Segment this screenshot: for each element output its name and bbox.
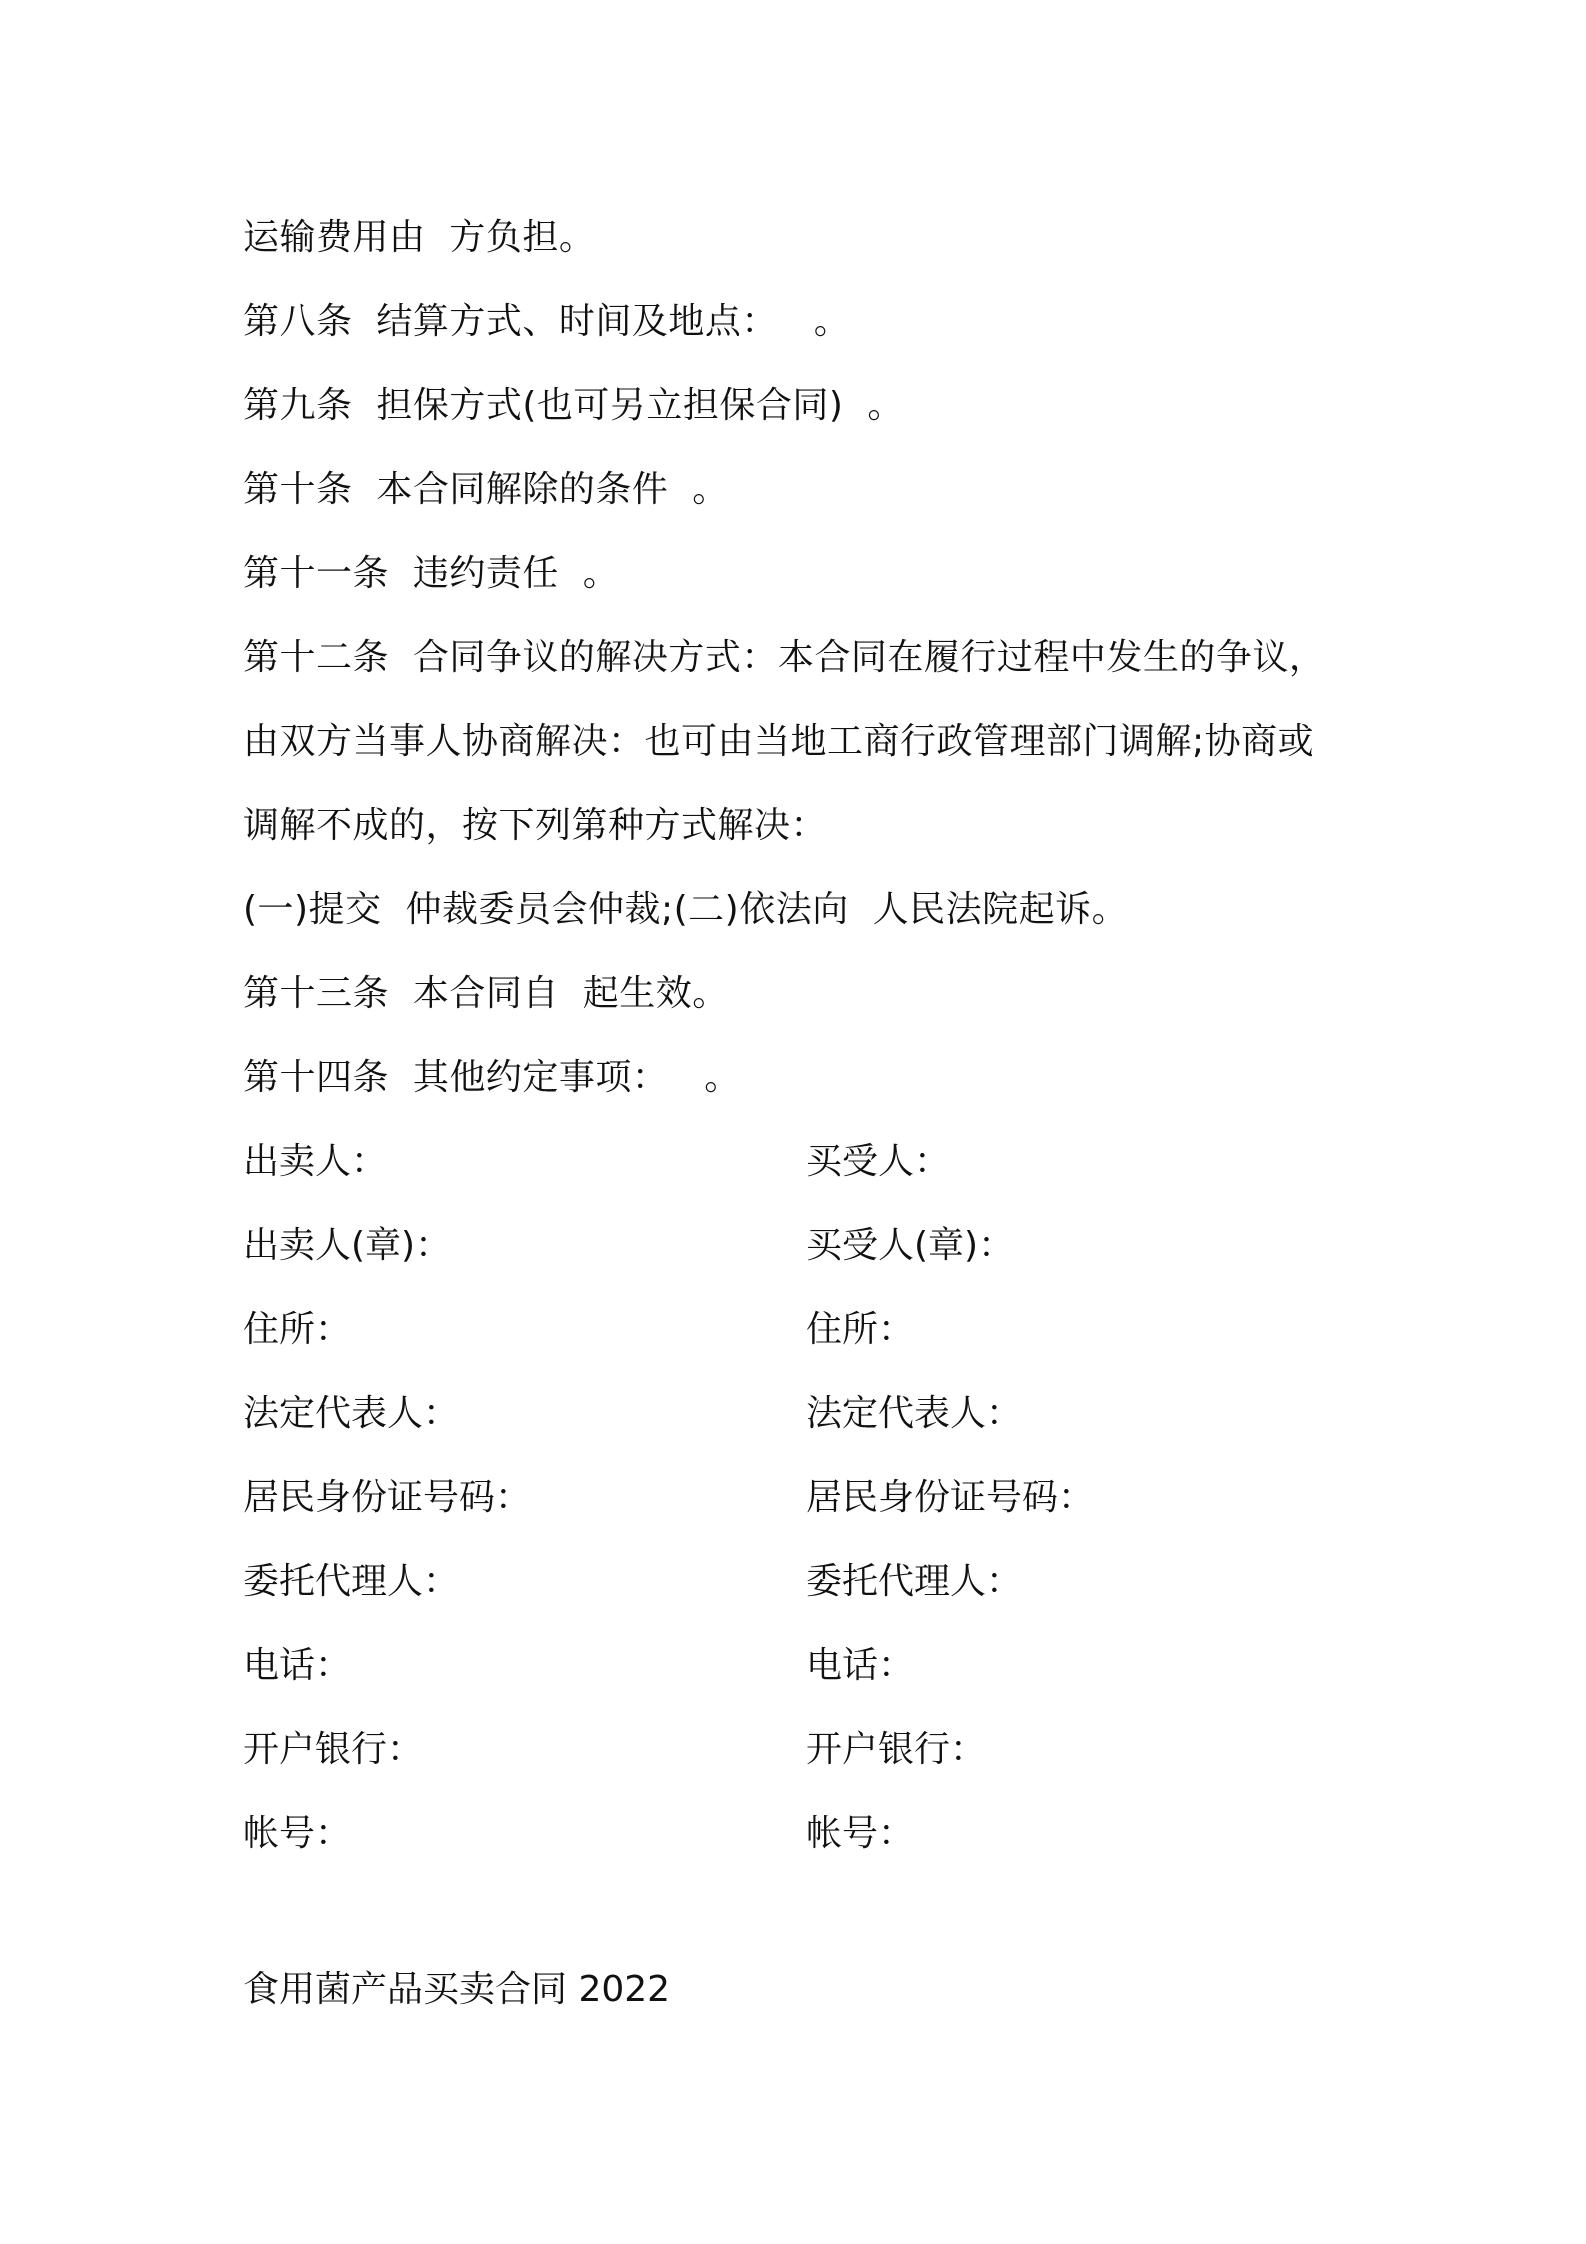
document-footer-title: 食用菌产品买卖合同 2022	[243, 1969, 671, 2010]
clause-line: 第八条 结算方式、时间及地点： 。	[243, 301, 851, 342]
signature-row	[243, 1624, 1363, 1708]
signature-row	[243, 1120, 1363, 1204]
signature-row	[243, 1792, 1363, 1876]
clause-line: 第十二条 合同争议的解决方式：本合同在履行过程中发生的争议，	[243, 637, 1326, 678]
clause-line: (一)提交 仲裁委员会仲裁;(二)依法向 人民法院起诉。	[243, 889, 1129, 930]
contract-body	[243, 196, 1363, 1876]
seller-field-label: 出卖人(章)：	[243, 1225, 452, 1266]
clause-line: 第九条 担保方式(也可另立担保合同) 。	[243, 385, 904, 426]
buyer-field-label: 帐号：	[806, 1813, 915, 1854]
signature-row	[243, 1540, 1363, 1624]
seller-field-label: 出卖人：	[243, 1141, 388, 1182]
signature-row	[243, 1372, 1363, 1456]
clause-line: 第十三条 本合同自 起生效。	[243, 973, 729, 1014]
seller-field-label: 居民身份证号码：	[243, 1477, 532, 1518]
signature-block	[243, 1120, 1363, 1876]
buyer-field-label: 买受人：	[806, 1141, 951, 1182]
seller-field-label: 帐号：	[243, 1813, 352, 1854]
buyer-field-label: 买受人(章)：	[806, 1225, 1015, 1266]
buyer-field-label: 电话：	[806, 1645, 915, 1686]
seller-field-label: 住所：	[243, 1309, 352, 1350]
clause-line: 由双方当事人协商解决：也可由当地工商行政管理部门调解;协商或	[243, 721, 1315, 762]
clause-line: 第十四条 其他约定事项： 。	[243, 1057, 741, 1098]
clause-line: 第十一条 违约责任 。	[243, 553, 620, 594]
clause-line: 运输费用由 方负担。	[243, 217, 596, 258]
buyer-field-label: 法定代表人：	[806, 1393, 1023, 1434]
buyer-field-label: 委托代理人：	[806, 1561, 1023, 1602]
clause-line: 调解不成的，按下列第种方式解决：	[243, 805, 828, 846]
signature-row	[243, 1708, 1363, 1792]
clause-line: 第十条 本合同解除的条件 。	[243, 469, 729, 510]
signature-row	[243, 1288, 1363, 1372]
buyer-field-label: 居民身份证号码：	[806, 1477, 1095, 1518]
signature-row	[243, 1456, 1363, 1540]
seller-field-label: 法定代表人：	[243, 1393, 460, 1434]
buyer-field-label: 住所：	[806, 1309, 915, 1350]
seller-field-label: 委托代理人：	[243, 1561, 460, 1602]
seller-field-label: 开户银行：	[243, 1729, 424, 1770]
buyer-field-label: 开户银行：	[806, 1729, 987, 1770]
signature-row	[243, 1204, 1363, 1288]
seller-field-label: 电话：	[243, 1645, 352, 1686]
